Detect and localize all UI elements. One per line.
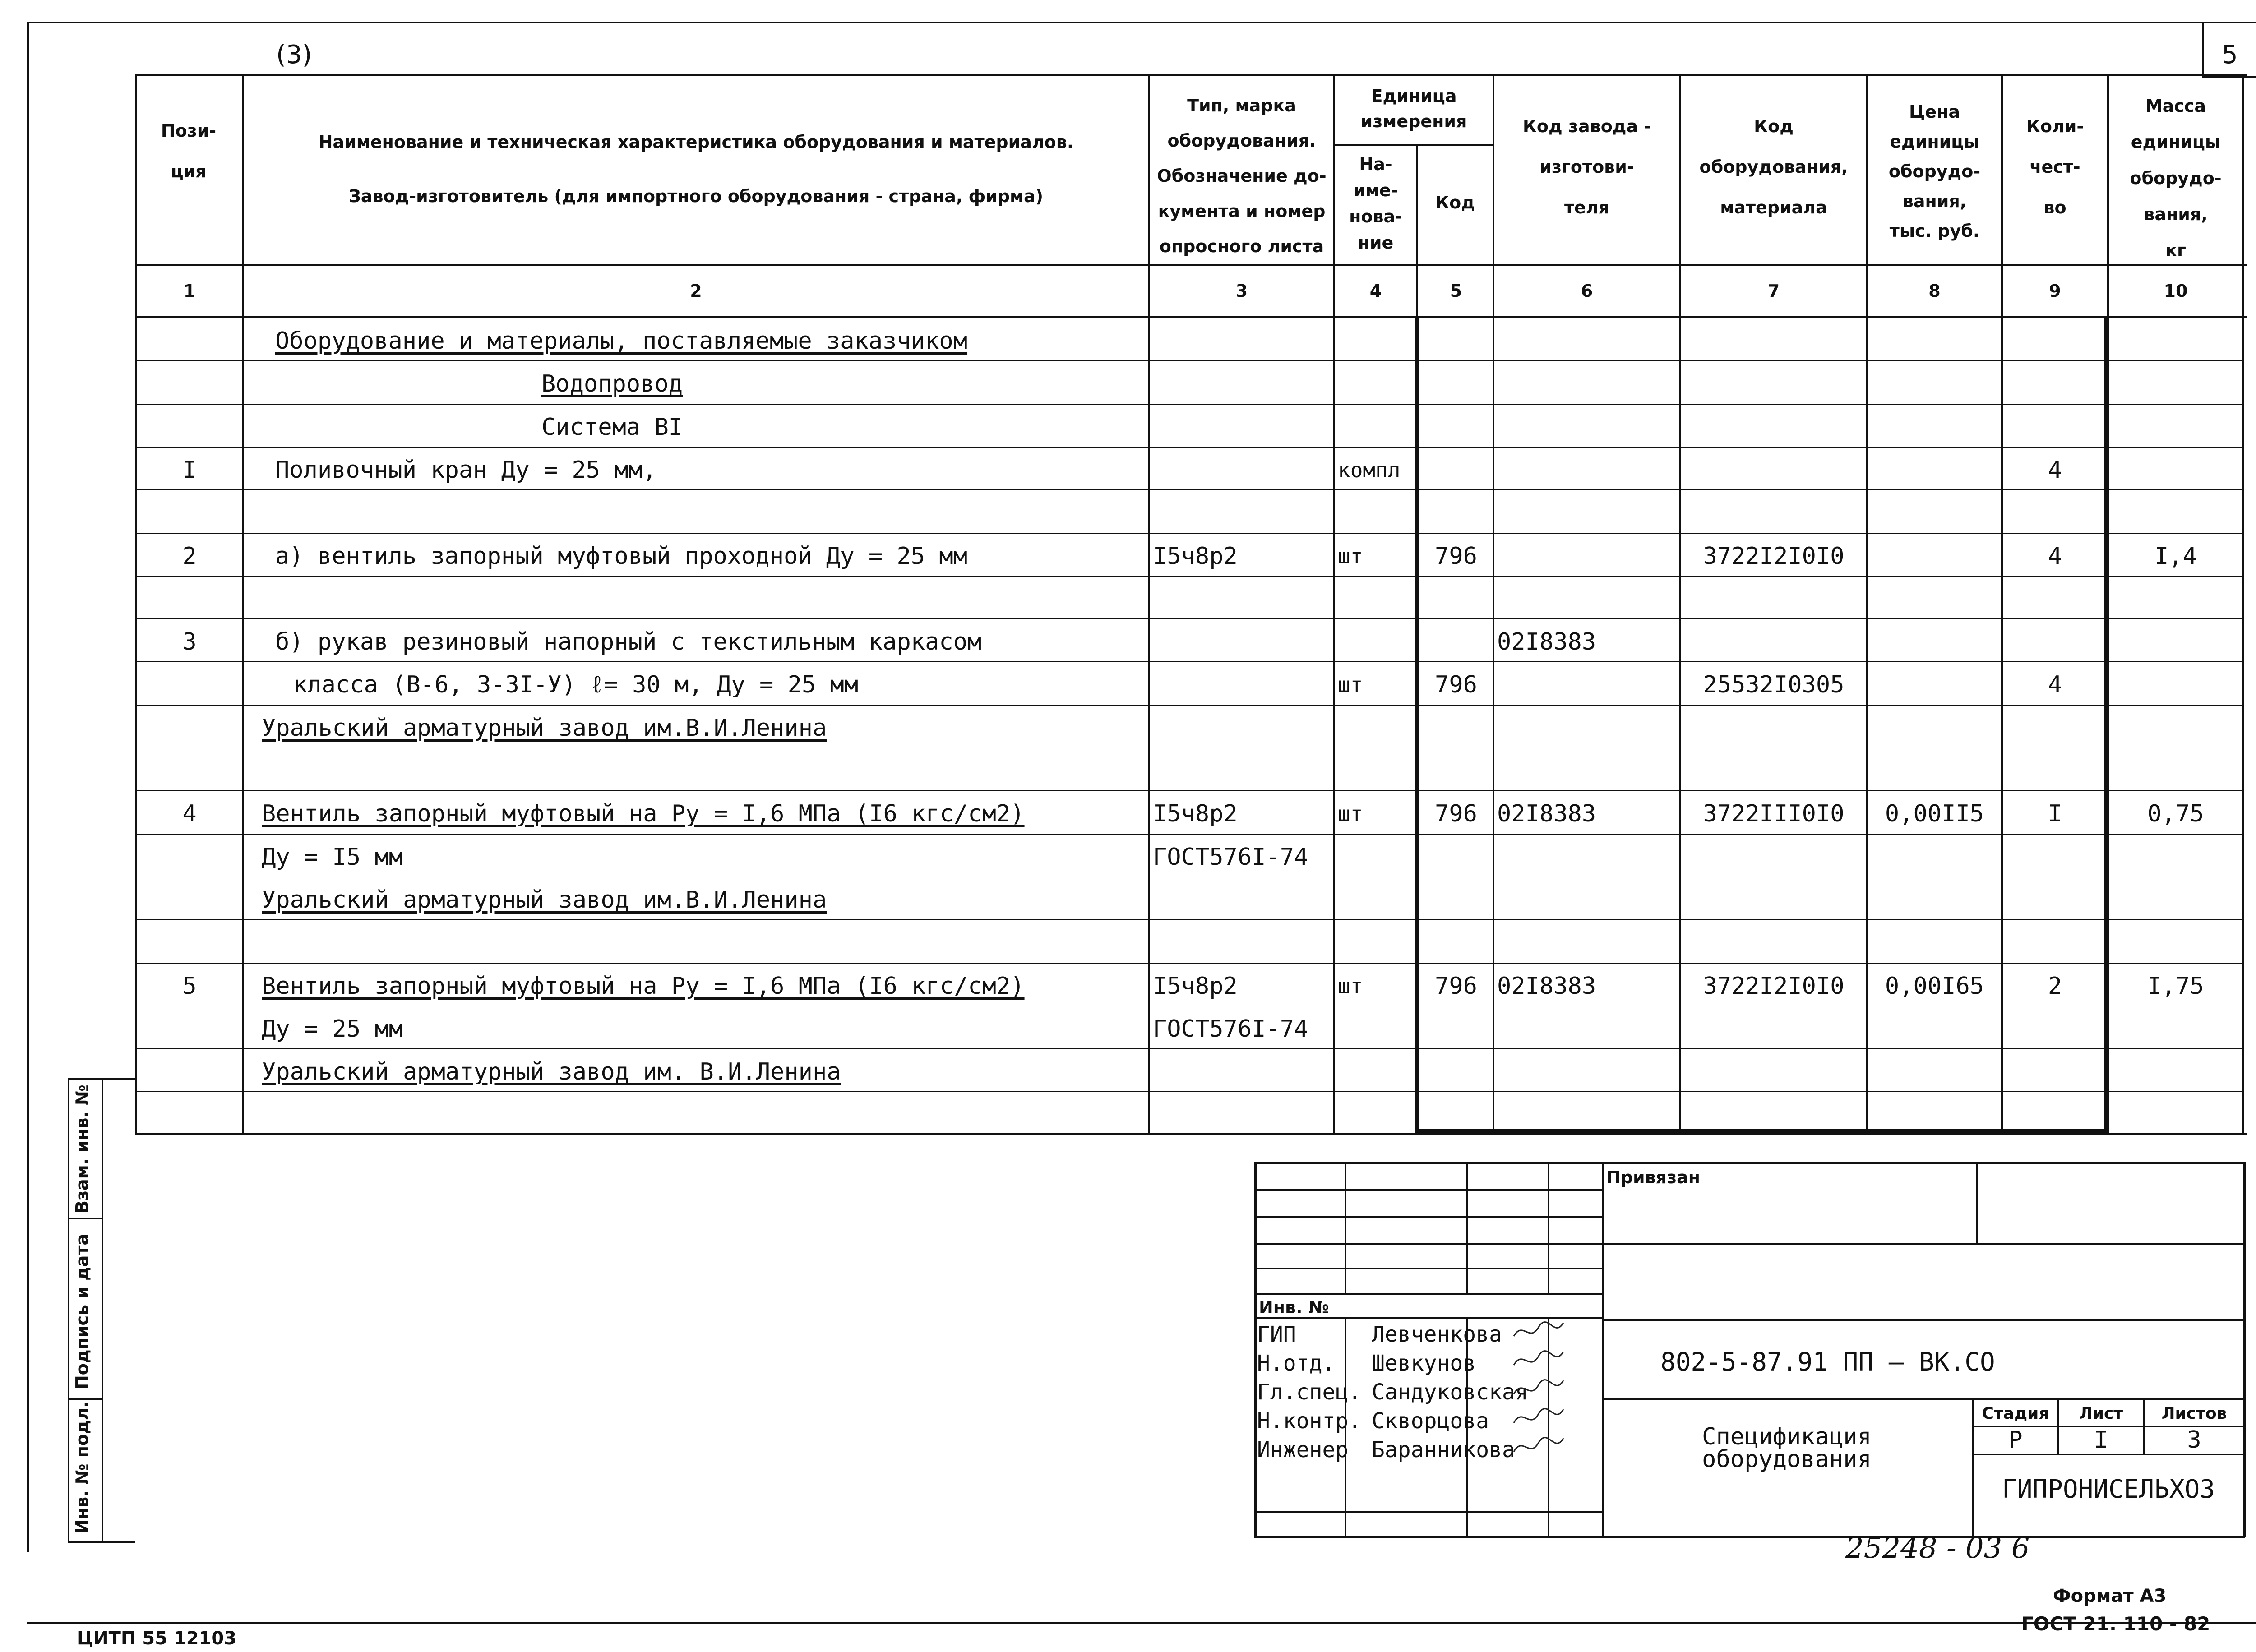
- cell-col-4: шт: [1338, 974, 1363, 998]
- cell-col-6: 02I8383: [1497, 800, 1596, 827]
- cell-col-10: I,75: [2147, 973, 2204, 1000]
- page-number: 5: [2222, 40, 2238, 69]
- cell-col-5: 796: [1435, 543, 1477, 570]
- column-number-2: 2: [690, 281, 702, 301]
- header-position: Пози- ция: [161, 121, 217, 181]
- signatory-role: Инженер: [1257, 1437, 1349, 1463]
- cell-col-2: Вентиль запорный муфтовый на Ру = I,6 МПа (I6 кгс/см2): [262, 973, 1025, 1000]
- cell-col-10: 0,75: [2147, 800, 2204, 827]
- stage-label: Стадия: [1982, 1404, 2049, 1423]
- sheet-value: I: [2094, 1426, 2108, 1454]
- cell-col-2: Ду = 25 мм: [262, 1015, 403, 1043]
- cell-col-2: Поливочный кран Ду = 25 мм,: [275, 457, 657, 484]
- privyazan-label: Привязан: [1606, 1167, 1701, 1187]
- header-equipment-code: Код оборудования, материала: [1699, 116, 1848, 217]
- cell-col-2: а) вентиль запорный муфтовый проходной Ду = 25 мм: [275, 543, 968, 570]
- cell-col-2: класса (В-6, 3-3I-У) ℓ= 30 м, Ду = 25 мм: [293, 671, 859, 698]
- column-number-8: 8: [1928, 281, 1941, 301]
- header-unit: Единица измерения: [1360, 86, 1467, 131]
- signature-mark: [1512, 1405, 1566, 1437]
- column-number-10: 10: [2164, 281, 2188, 301]
- signatory-name: Левченкова: [1372, 1322, 1502, 1347]
- cell-col-3: I5ч8р2: [1153, 800, 1238, 827]
- header-factory-code: Код завода - изготови- теля: [1522, 116, 1651, 217]
- signatory-role: Н.отд.: [1257, 1351, 1336, 1376]
- cell-col-2: Уральский арматурный завод им.В.И.Ленина: [262, 715, 827, 742]
- cell-col-1: 5: [182, 973, 197, 1000]
- cell-col-2: Уральский арматурный завод им.В.И.Ленина: [262, 886, 827, 914]
- side-label-replacement-inv: Взам. инв. №: [72, 1084, 92, 1214]
- column-number-9: 9: [2049, 281, 2061, 301]
- signatory-name: Скворцова: [1372, 1408, 1489, 1434]
- signatory-role: Н.контр.: [1257, 1408, 1362, 1434]
- side-label-original-inv: Инв. № подл.: [72, 1401, 92, 1534]
- cell-col-4: компл: [1338, 458, 1401, 482]
- header-quantity: Коли- чест- во: [2026, 116, 2084, 217]
- cell-col-7: 3722I2I0I0: [1703, 543, 1845, 570]
- cell-col-4: шт: [1338, 802, 1363, 826]
- cell-col-6: 02I8383: [1497, 973, 1596, 1000]
- cell-col-9: 4: [2048, 543, 2062, 570]
- cell-col-4: шт: [1338, 544, 1363, 568]
- sheets-value: 3: [2187, 1426, 2201, 1454]
- document-title: Спецификация оборудования: [1702, 1423, 1872, 1473]
- cell-col-2: Вентиль запорный муфтовый на Ру = I,6 МПа (I6 кгс/см2): [262, 800, 1025, 827]
- cell-col-8: 0,00I65: [1885, 973, 1984, 1000]
- header-type: Тип, марка оборудования. Обозначение до- кумента и номер опросного листа: [1157, 96, 1327, 256]
- column-number-3: 3: [1235, 281, 1248, 301]
- cell-col-2: Уральский арматурный завод им. В.И.Ленина: [262, 1058, 841, 1085]
- cell-col-8: 0,00II5: [1885, 800, 1984, 827]
- gost-label: ГОСТ 21. 110 - 82: [2021, 1613, 2210, 1635]
- registry-number: ЦИТП 55 12103: [77, 1628, 237, 1649]
- column-number-6: 6: [1581, 281, 1593, 301]
- cell-col-7: 3722III0I0: [1703, 800, 1845, 827]
- stage-value: Р: [2008, 1426, 2023, 1454]
- signatory-name: Шевкунов: [1372, 1351, 1476, 1376]
- format-label: Формат А3: [2053, 1586, 2167, 1606]
- cell-col-6: 02I8383: [1497, 628, 1596, 655]
- sheets-label: Листов: [2161, 1404, 2227, 1423]
- cell-col-1: 2: [182, 543, 197, 570]
- signatory-role: ГИП: [1257, 1322, 1296, 1347]
- signatory-name: Баранникова: [1372, 1437, 1515, 1463]
- cell-col-7: 25532I0305: [1703, 671, 1845, 698]
- cell-col-2: Водопровод: [541, 370, 683, 397]
- header-mass: Масса единицы оборудо- вания, кг: [2130, 96, 2222, 260]
- cell-col-7: 3722I2I0I0: [1703, 973, 1845, 1000]
- cell-col-1: 3: [182, 628, 197, 655]
- column-number-7: 7: [1767, 281, 1780, 301]
- header-unit-name: На- име- нова- ние: [1349, 154, 1402, 253]
- cell-col-9: 4: [2048, 457, 2062, 484]
- cell-col-3: ГОСТ576I-74: [1153, 844, 1308, 871]
- cell-col-1: 4: [182, 800, 197, 827]
- signature-mark: [1512, 1318, 1566, 1351]
- sheet-label: Лист: [2079, 1404, 2123, 1423]
- cell-col-3: I5ч8р2: [1153, 543, 1238, 570]
- column-number-5: 5: [1450, 281, 1462, 301]
- cell-col-9: I: [2048, 800, 2062, 827]
- cell-col-1: I: [182, 457, 197, 484]
- cell-col-3: ГОСТ576I-74: [1153, 1015, 1308, 1043]
- cell-col-5: 796: [1435, 800, 1477, 827]
- column-number-4: 4: [1369, 281, 1382, 301]
- cell-col-9: 2: [2048, 973, 2062, 1000]
- cell-col-5: 796: [1435, 671, 1477, 698]
- signatory-role: Гл.спец.: [1257, 1380, 1362, 1405]
- cell-col-9: 4: [2048, 671, 2062, 698]
- cell-col-4: шт: [1338, 673, 1363, 697]
- cell-col-2: Оборудование и материалы, поставляемые заказчиком: [275, 328, 968, 355]
- cell-col-3: I5ч8р2: [1153, 973, 1238, 1000]
- side-label-signature-date: Подпись и дата: [72, 1233, 92, 1389]
- inventory-number-label: Инв. №: [1259, 1297, 1329, 1317]
- organization-name: ГИПРОНИСЕЛЬХОЗ: [2002, 1475, 2215, 1504]
- column-number-1: 1: [183, 281, 196, 301]
- header-name: Наименование и техническая характеристика оборудования и материалов. Завод-изготовитель (для импортного оборудования - страна, фирма): [318, 132, 1074, 206]
- cell-col-5: 796: [1435, 973, 1477, 1000]
- cell-col-10: I,4: [2154, 543, 2197, 570]
- cell-col-2: Ду = I5 мм: [262, 844, 403, 871]
- cell-col-2: б) рукав резиновый напорный с текстильным каркасом: [275, 628, 982, 655]
- signature-mark: [1512, 1434, 1566, 1466]
- signature-mark: [1512, 1347, 1566, 1380]
- signatory-name: Сандуковская: [1372, 1380, 1528, 1405]
- page-corner-label: (3): [276, 40, 312, 69]
- header-price: Цена единицы оборудо- вания, тыс. руб.: [1888, 102, 1981, 241]
- header-unit-code: Код: [1435, 193, 1475, 212]
- signature-mark: [1512, 1376, 1566, 1408]
- document-code: 802-5-87.91 ПП — ВК.СО: [1660, 1347, 1995, 1377]
- cell-col-2: Система BI: [541, 414, 683, 441]
- handwritten-number: 25248 - 03 6: [1845, 1532, 2030, 1565]
